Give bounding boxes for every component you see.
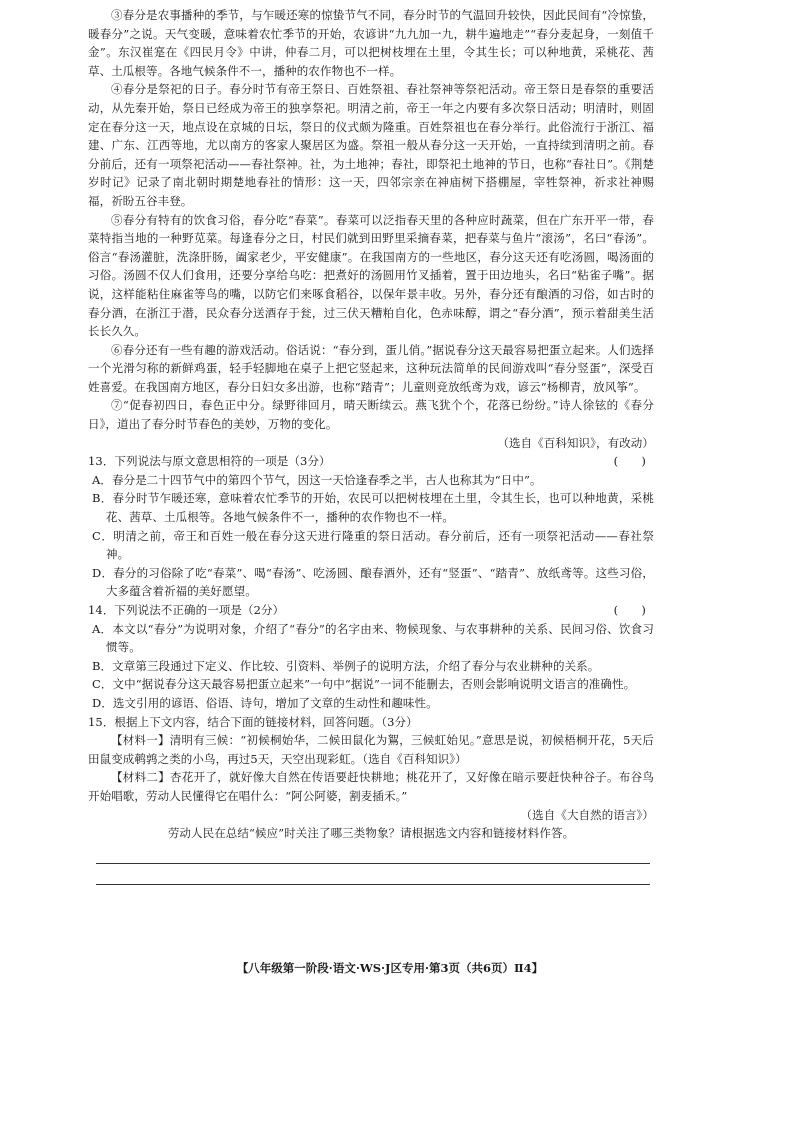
paragraph-3: ③春分是农事播种的季节，与乍暖还寒的惊蛰节气不同，春分时节的气温回升较快，因此民间有“冷惊蛰，暖春分”之说。天气变暖，意味着农忙季节的开始，农谚讲“九九加一九，耕牛遍地走”“春分麦起身，一刻值千金”。东汉崔寔在《四民月令》中讲，仲春二月，可以把树枝埋在土里，令其生长；可以种地黄，采桃花、茜草、土瓜根等。各地气候条件不一，播种的农作物也不一样。 [88,8,654,78]
article-body [88,6,654,885]
q14-option-b: B．文章第三段通过下定义、作比较、引资料、举例子的说明方法，介绍了春分与农业耕种的关系。 [92,658,600,673]
q14-option-d: D．选文引用的谚语、俗语、诗句，增加了文章的生动性和趣味性。 [92,695,438,710]
question-14-stem: 14．下列说法不正确的一项是（2分） ( ) [88,601,654,620]
page-footer: 【八年级第一阶段·语文·WS·J区专用·第3页（共6页）Ⅱ4】 [236,961,544,975]
q13-option-d: D．春分的习俗除了吃“春菜”、喝“春汤”、吃汤圆、酿春酒外，还有“竖蛋”、“踏青”、放纸鸢等。这些习俗，大多蕴含着祈福的美好愿望。 [92,565,654,599]
answer-line[interactable] [96,864,650,885]
paragraph-5: ⑤春分有特有的饮食习俗，春分吃“春菜”。春菜可以泛指春天里的各种应时蔬菜，但在广东开平一带，春菜特指当地的一种野苋菜。每逢春分之日，村民们就到田野里采摘春菜，把春菜与鱼片“滚汤”，名曰“春汤”。俗言“春汤灌脏，洗涤肝肠，阖家老少，平安健康”。在我国南方的一些地区，春分这天还有吃汤圆，喝汤面的习俗。汤圆不仅人们食用，还要分享给乌吃：把煮好的汤圆用竹叉插着，置于田边地头，名曰“粘雀子嘴”。据说，这样能粘住麻雀等鸟的嘴，以防它们来啄食稻谷，以保年景丰收。另外，春分还有酿酒的习俗，如古时的春分酒，在浙江于潜，民众春分送酒存于瓮，过三伏天糟粕自化，色赤味醇，谓之“春分酒”，预示着甜美生活长长久久。 [88,212,654,339]
answer-bracket: ( ) [613,454,646,469]
material-one: 【材料一】清明有三候：“初候桐始华，二候田鼠化为鴽，三候虹始见。”意思是说，初候梧桐开花，5天后田鼠变成鹌鹑之类的小鸟，再过5天，天空出现彩虹。（选自《百科知识》） [88,733,654,766]
q14-option-c: C．文中“据说春分这天最容易把蛋立起来”一句中“据说”一词不能删去，否则会影响说明文语言的准确性。 [92,677,636,692]
question-15-stem: 15．根据上下文内容，结合下面的链接材料，回答问题。（3分） [88,714,418,729]
answer-line[interactable] [96,843,650,864]
material-two-source: （选自《大自然的语言》） [520,807,654,822]
material-two: 【材料二】杏花开了，就好像大自然在传语要赶快耕地；桃花开了，又好像在暗示要赶快种谷子。布谷鸟开始唱歌，劳动人民懂得它在唱什么：“阿公阿婆，割麦插禾。” [88,770,654,803]
paragraph-6: ⑥春分还有一些有趣的游戏活动。俗话说：“春分到，蛋儿俏。”据说春分这天最容易把蛋立起来。人们选择一个光滑匀称的新鲜鸡蛋，轻手轻脚地在桌子上把它竖起来，这种玩法简单的民间游戏叫“春分竖蛋”，深受百姓喜爱。在我国南方地区，春分日妇女多出游，也称“踏青”；儿童则竞放纸鸢为戏，谚云“杨柳青，放风筝”。 [88,342,654,394]
question-13-stem: 13．下列说法与原文意思相符的一项是（3分） ( ) [88,452,654,471]
question-15-prompt: 劳动人民在总结“候应”时关注了哪三类物象？请根据选文内容和链接材料作答。 [167,826,575,841]
q13-option-a: A．春分是二十四节气中的第四个节气，因这一天恰逢春季之半，古人也称其为“日中”。 [92,472,542,487]
q14-option-a: A．本文以“春分”为说明对象，介绍了“春分”的名字由来、物候现象、与农事耕种的关系、民间习俗、饮食习惯等。 [92,621,654,655]
paragraph-4: ④春分是祭祀的日子。春分时节有帝王祭日、百姓祭祖、春社祭神等祭祀活动。帝王祭日是春祭的重要活动，从先秦开始，祭日已经成为帝王的独享祭祀。明清之前，帝王一年之内要有多次祭日活动；明清时，则固定在春分这一天，地点设在京城的日坛，祭日的仪式颇为隆重。百姓祭祖也在春分举行。此俗流行于浙江、福建、广东、江西等地，尤以南方的客家人聚居区为盛。祭祖一般从春分这一天开始，一直持续到清明之前。春分前后，还有一项祭祀活动——春社祭神。社，为土地神；春社，即祭祀土地神的节日，也称“春社日”。《荆楚岁时记》记录了南北朝时期楚地春社的情形：这一天，四邻宗亲在神庙树下搭棚屋，宰牲祭神，祈求社神赐福，祈盼五谷丰登。 [88,82,654,208]
article-source: （选自《百科知识》，有改动） [497,435,654,450]
q13-option-c: C．明清之前，帝王和百姓一般在春分这天进行隆重的祭日活动。春分前后，还有一项祭祀活动——春社祭神。 [92,528,654,562]
q13-option-b: B．春分时节乍暖还寒，意味着农忙季节的开始，农民可以把树枝埋在土里，令其生长，也可以种地黄，采桃花、茜草、土瓜根等。各地气候条件不一，播种的农作物也不一样。 [92,491,654,525]
paragraph-7: ⑦“促春初四日，春色正中分。绿野徘回月，晴天断续云。燕飞犹个个，花落已纷纷。”诗人徐铉的《春分日》，道出了春分时节春色的美妙，万物的变化。 [88,398,654,432]
answer-bracket: ( ) [613,603,646,617]
